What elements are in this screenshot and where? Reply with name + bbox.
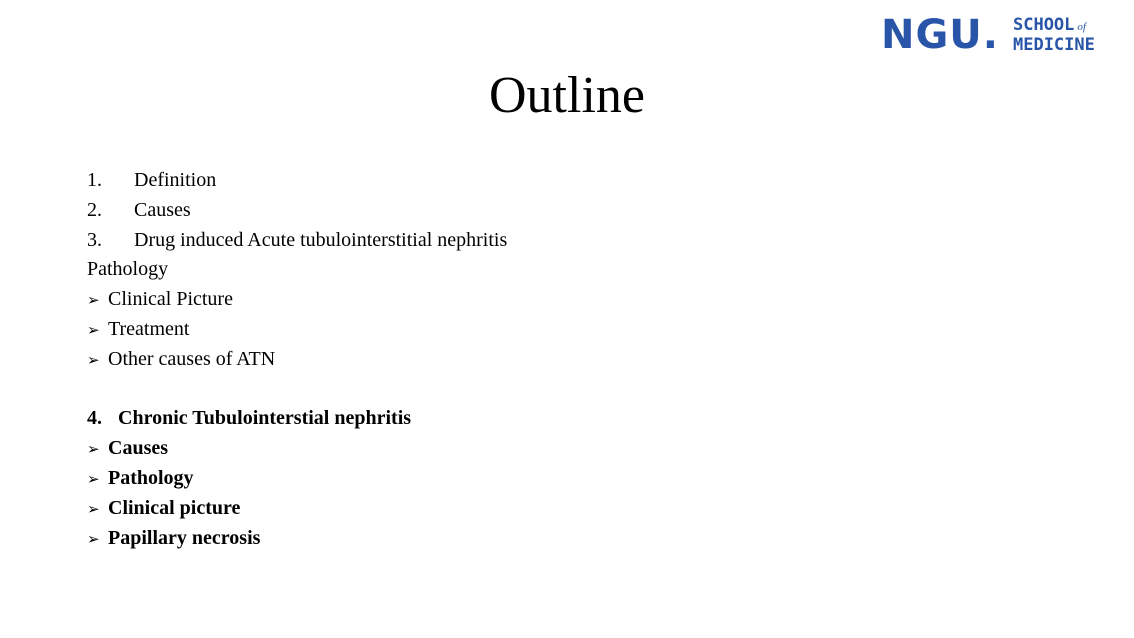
bullet-item (87, 434, 507, 464)
bullet-item (87, 524, 507, 554)
bullet-text: Clinical picture (108, 496, 241, 519)
item-text: Drug induced Acute tubulointerstitial nephritis (134, 228, 508, 251)
bullet-item (87, 345, 507, 375)
item-text: Causes (134, 198, 191, 221)
bullet-text: Causes (108, 437, 169, 460)
bullet-item (87, 464, 507, 494)
item-number: 4. (87, 407, 102, 430)
item-text: Pathology (87, 258, 169, 281)
item-number: 1. (87, 169, 102, 191)
ngu-school-of-medicine-logo (881, 14, 1095, 56)
bullet-item (87, 315, 507, 345)
spacer (87, 375, 507, 405)
bullet-text: Treatment (108, 317, 190, 340)
arrow-bullet-icon: ➢ (87, 350, 100, 369)
logo-school-text: SCHOOL (1012, 15, 1075, 35)
bullet-item (87, 494, 507, 524)
bullet-text: Clinical Picture (108, 288, 233, 311)
outline-content (87, 166, 507, 553)
slide-title: Outline (489, 67, 645, 124)
item-number: 3. (87, 228, 102, 251)
bullet-item (87, 285, 507, 315)
list-item (87, 255, 507, 285)
bullet-text: Papillary necrosis (108, 526, 261, 549)
logo-school-of-medicine (1013, 16, 1095, 54)
arrow-bullet-icon: ➢ (87, 320, 100, 339)
section-heading-text: Chronic Tubulointerstial nephritis (118, 407, 412, 430)
logo-ngu-text: NGU. (881, 12, 999, 58)
arrow-bullet-icon: ➢ (87, 499, 100, 518)
logo-school-row (1013, 16, 1095, 36)
arrow-bullet-icon: ➢ (87, 291, 100, 310)
bullet-text: Other causes of ATN (108, 347, 276, 370)
logo-of-text: of (1077, 21, 1086, 33)
list-item (87, 226, 507, 256)
section-heading (87, 404, 507, 434)
list-item (87, 196, 507, 226)
item-text: Definition (134, 169, 217, 191)
list-item (87, 166, 507, 196)
item-number: 2. (87, 198, 102, 221)
logo-medicine-text: MEDICINE (1012, 35, 1095, 55)
arrow-bullet-icon: ➢ (87, 529, 100, 548)
bullet-text: Pathology (108, 466, 194, 489)
arrow-bullet-icon: ➢ (87, 440, 100, 459)
arrow-bullet-icon: ➢ (87, 469, 100, 488)
